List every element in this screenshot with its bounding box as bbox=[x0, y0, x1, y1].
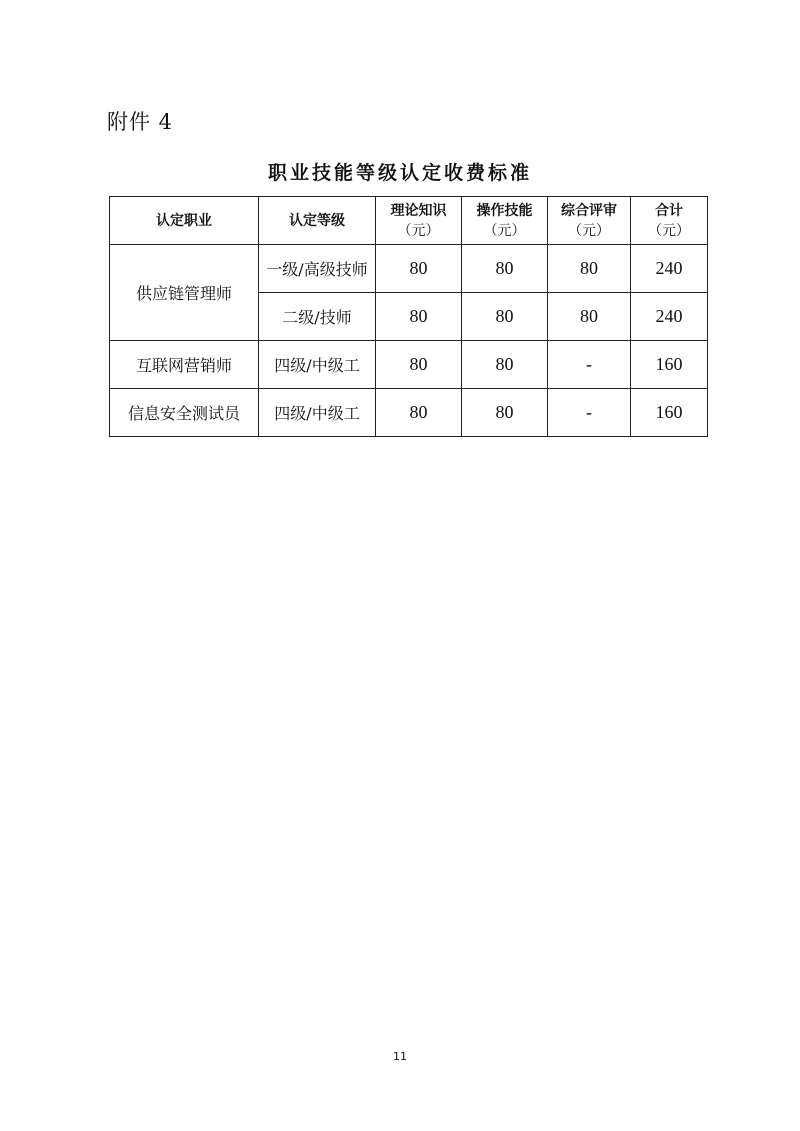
header-total-unit: （元） bbox=[648, 222, 690, 239]
header-skill-label: 操作技能 bbox=[476, 202, 533, 219]
table-header-row bbox=[110, 197, 708, 245]
table-row bbox=[110, 389, 708, 437]
fee-standard-table bbox=[109, 196, 708, 437]
review-fee-cell: - bbox=[548, 341, 631, 389]
header-theory-unit: （元） bbox=[397, 222, 440, 239]
header-review bbox=[548, 197, 631, 245]
skill-fee-cell: 80 bbox=[462, 293, 548, 341]
level-cell: 一级/高级技师 bbox=[259, 245, 376, 293]
header-occupation: 认定职业 bbox=[110, 197, 259, 245]
header-theory bbox=[376, 197, 462, 245]
theory-fee-cell: 80 bbox=[376, 293, 462, 341]
occupation-cell: 供应链管理师 bbox=[110, 245, 259, 341]
review-fee-cell: - bbox=[548, 389, 631, 437]
level-cell: 四级/中级工 bbox=[259, 389, 376, 437]
theory-fee-cell: 80 bbox=[376, 341, 462, 389]
page-number: 11 bbox=[393, 1050, 407, 1063]
table-row bbox=[110, 245, 708, 293]
review-fee-cell: 80 bbox=[548, 245, 631, 293]
level-cell: 四级/中级工 bbox=[259, 341, 376, 389]
header-total-label: 合计 bbox=[655, 202, 683, 219]
total-fee-cell: 160 bbox=[631, 389, 708, 437]
skill-fee-cell: 80 bbox=[462, 341, 548, 389]
skill-fee-cell: 80 bbox=[462, 389, 548, 437]
attachment-label: 附件 4 bbox=[107, 110, 174, 134]
page-title: 职业技能等级认定收费标准 bbox=[267, 162, 532, 184]
total-fee-cell: 240 bbox=[631, 293, 708, 341]
header-review-unit: （元） bbox=[568, 222, 610, 239]
level-cell: 二级/技师 bbox=[259, 293, 376, 341]
table-row bbox=[110, 341, 708, 389]
theory-fee-cell: 80 bbox=[376, 389, 462, 437]
header-review-label: 综合评审 bbox=[561, 202, 617, 219]
header-skill-unit: （元） bbox=[483, 222, 526, 239]
header-skill bbox=[462, 197, 548, 245]
total-fee-cell: 160 bbox=[631, 341, 708, 389]
total-fee-cell: 240 bbox=[631, 245, 708, 293]
header-total bbox=[631, 197, 708, 245]
header-level: 认定等级 bbox=[259, 197, 376, 245]
occupation-cell: 信息安全测试员 bbox=[110, 389, 259, 437]
skill-fee-cell: 80 bbox=[462, 245, 548, 293]
header-theory-label: 理论知识 bbox=[390, 202, 447, 219]
review-fee-cell: 80 bbox=[548, 293, 631, 341]
theory-fee-cell: 80 bbox=[376, 245, 462, 293]
occupation-cell: 互联网营销师 bbox=[110, 341, 259, 389]
